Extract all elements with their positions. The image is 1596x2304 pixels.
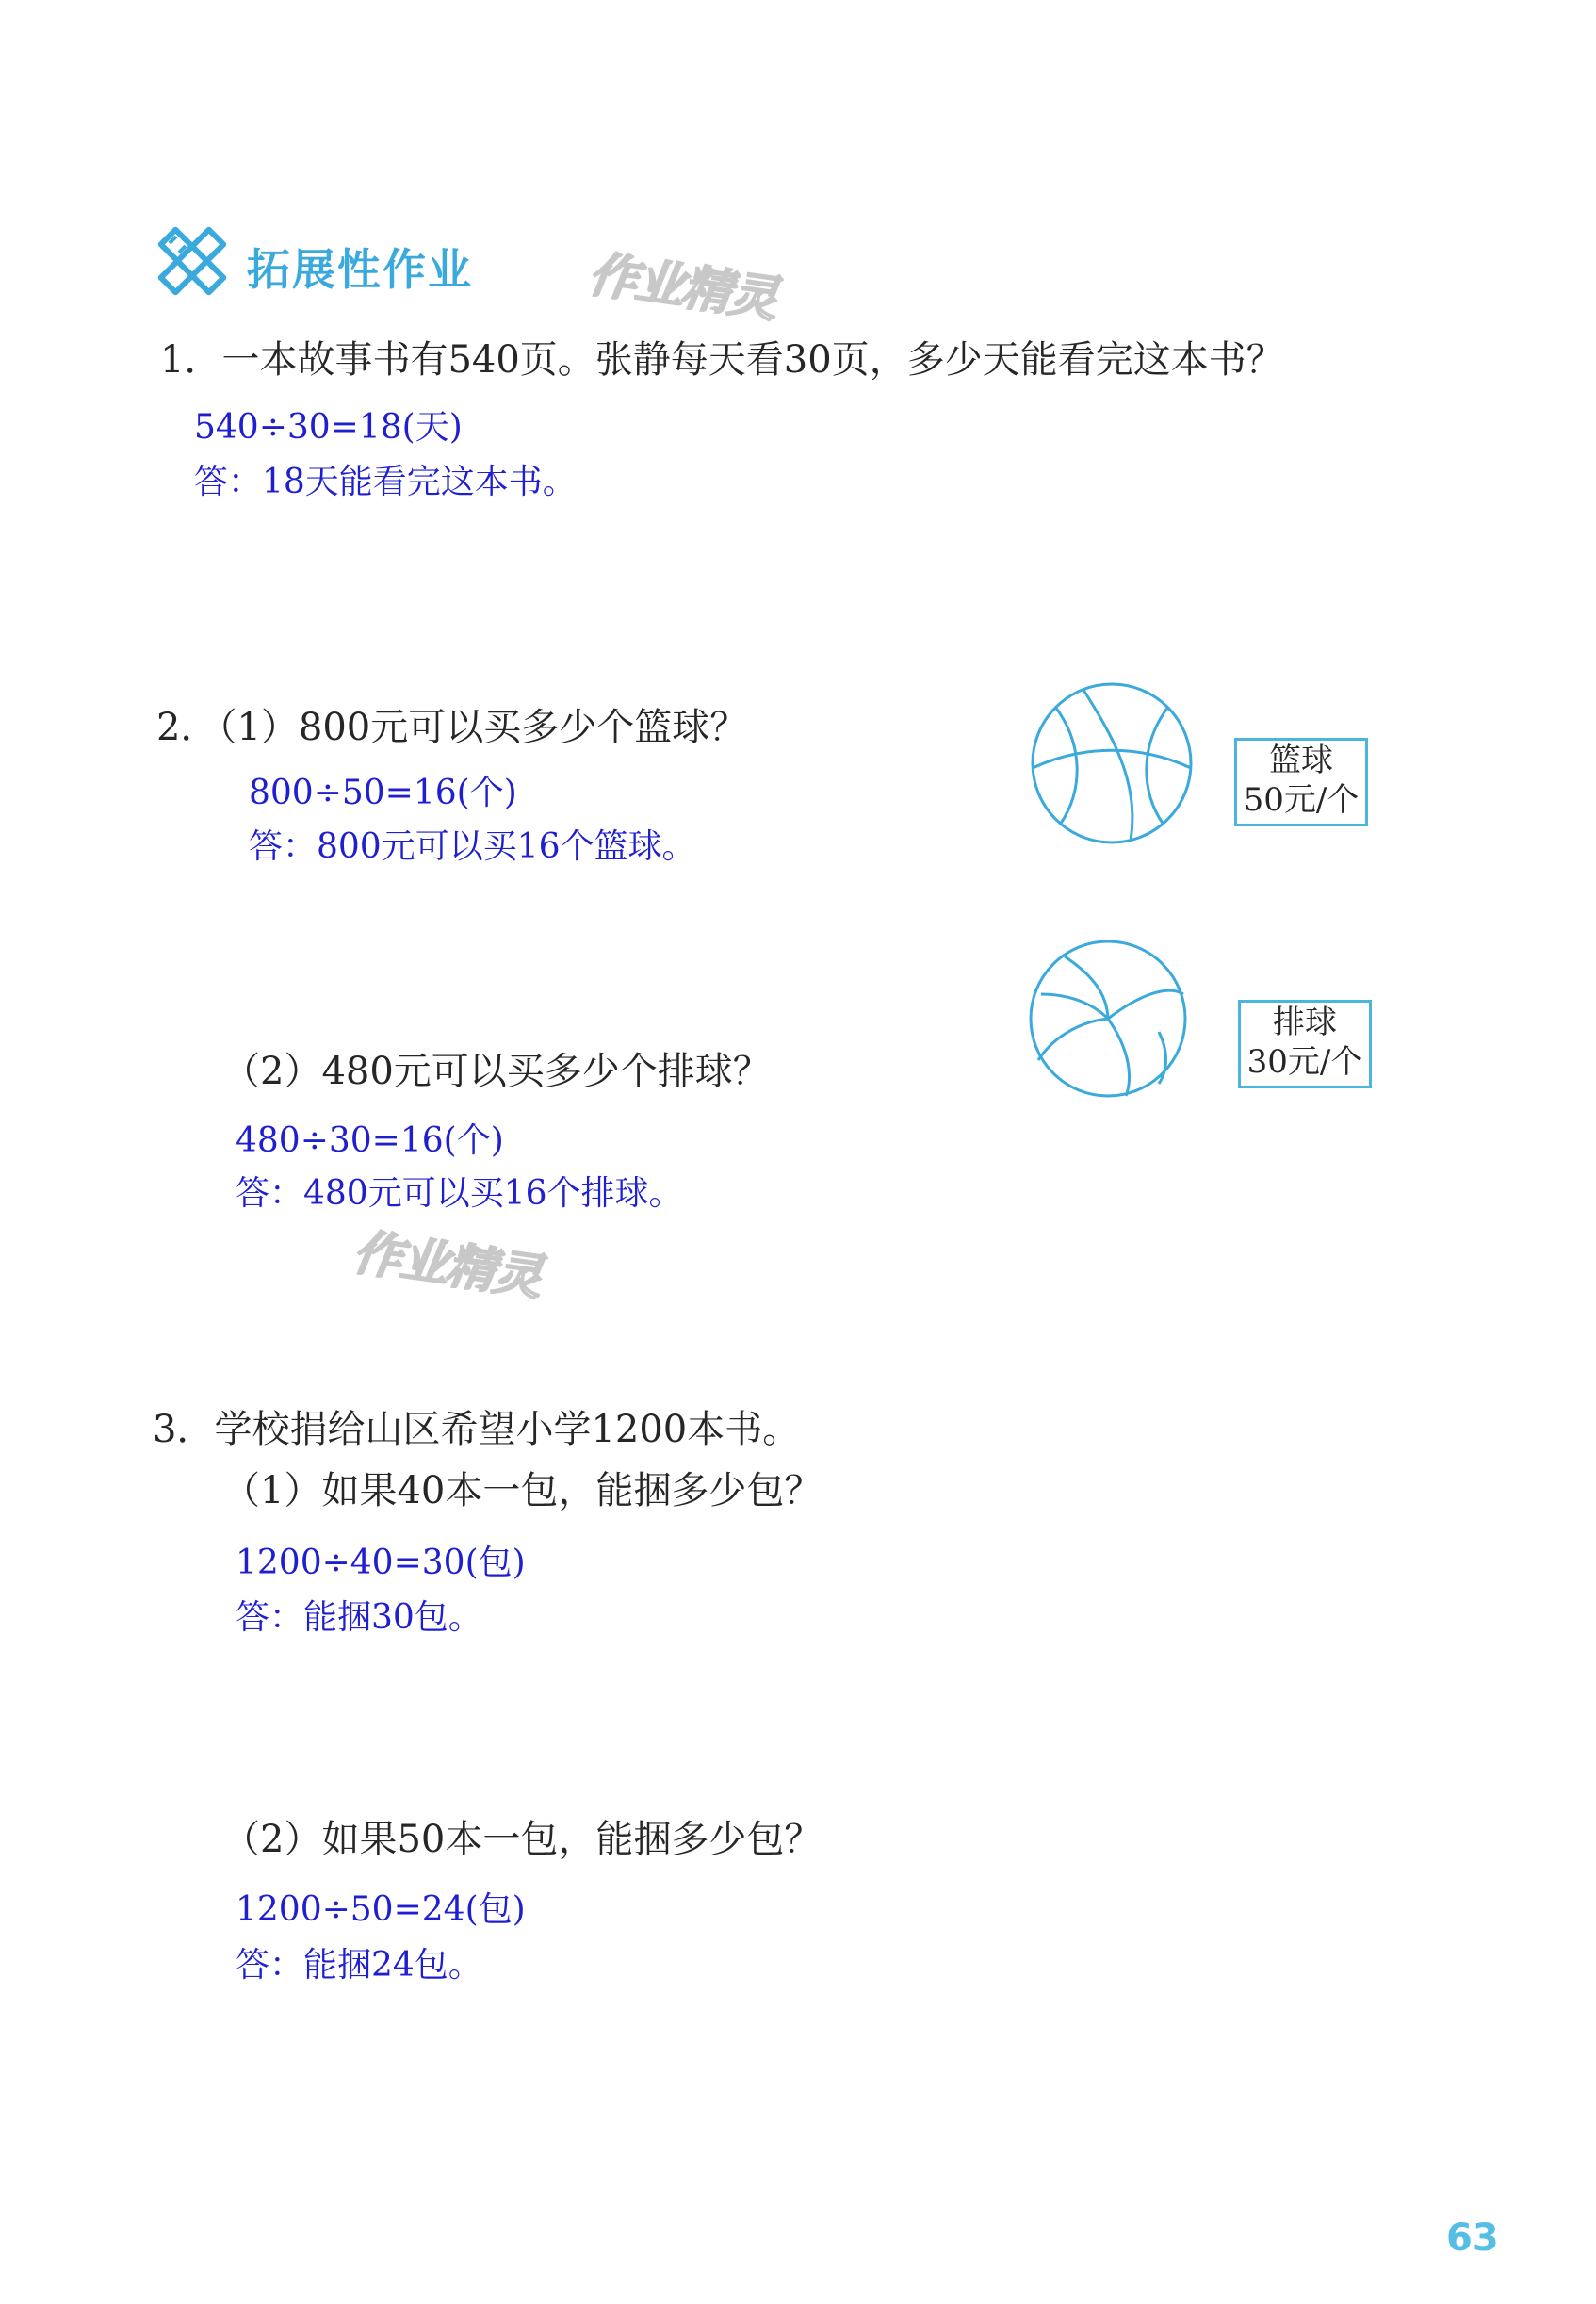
volleyball-icon <box>1027 938 1189 1100</box>
answer-3-1-formula: 1200÷40=30(包) <box>236 1544 526 1582</box>
question-3-part-1: （1）如果40本一包，能捆多少包？ <box>222 1469 822 1512</box>
volleyball-label: 排球 <box>1273 1004 1337 1041</box>
question-2-part-2: （2）480元可以买多少个排球？ <box>222 1050 771 1093</box>
answer-3-1-result: 答：能捆30包。 <box>236 1598 482 1637</box>
section-title: 拓展性作业 <box>247 244 473 295</box>
answer-3-2-formula: 1200÷50=24(包) <box>236 1890 526 1929</box>
basketball-price-tag <box>1234 738 1368 826</box>
section-header-icon <box>151 222 228 300</box>
watermark: 作业精灵 <box>350 1224 545 1307</box>
answer-1-formula: 540÷30=18(天) <box>194 408 463 447</box>
question-1: 1．一本故事书有540页。张静每天看30页，多少天能看完这本书？ <box>160 338 1284 382</box>
basketball-price: 50元/个 <box>1243 781 1360 819</box>
question-2-part-1: 2．（1）800元可以买多少个篮球？ <box>156 706 748 749</box>
answer-2-2-formula: 480÷30=16(个) <box>236 1121 504 1160</box>
answer-2-2-result: 答：480元可以买16个排球。 <box>236 1174 683 1213</box>
basketball-label: 篮球 <box>1269 742 1333 779</box>
answer-2-1-result: 答：800元可以买16个篮球。 <box>249 827 696 866</box>
answer-1-result: 答：18天能看完这本书。 <box>194 463 577 501</box>
page-number: 63 <box>1446 2216 1499 2260</box>
volleyball-price: 30元/个 <box>1246 1043 1363 1081</box>
volleyball-price-tag <box>1238 1000 1372 1088</box>
question-3-part-2: （2）如果50本一包，能捆多少包？ <box>222 1818 822 1861</box>
watermark: 作业精灵 <box>585 246 780 329</box>
answer-2-1-formula: 800÷50=16(个) <box>249 774 517 812</box>
answer-3-2-result: 答：能捆24包。 <box>236 1946 482 1985</box>
basketball-icon <box>1027 678 1197 848</box>
question-3: 3．学校捐给山区希望小学1200本书。 <box>153 1408 801 1451</box>
